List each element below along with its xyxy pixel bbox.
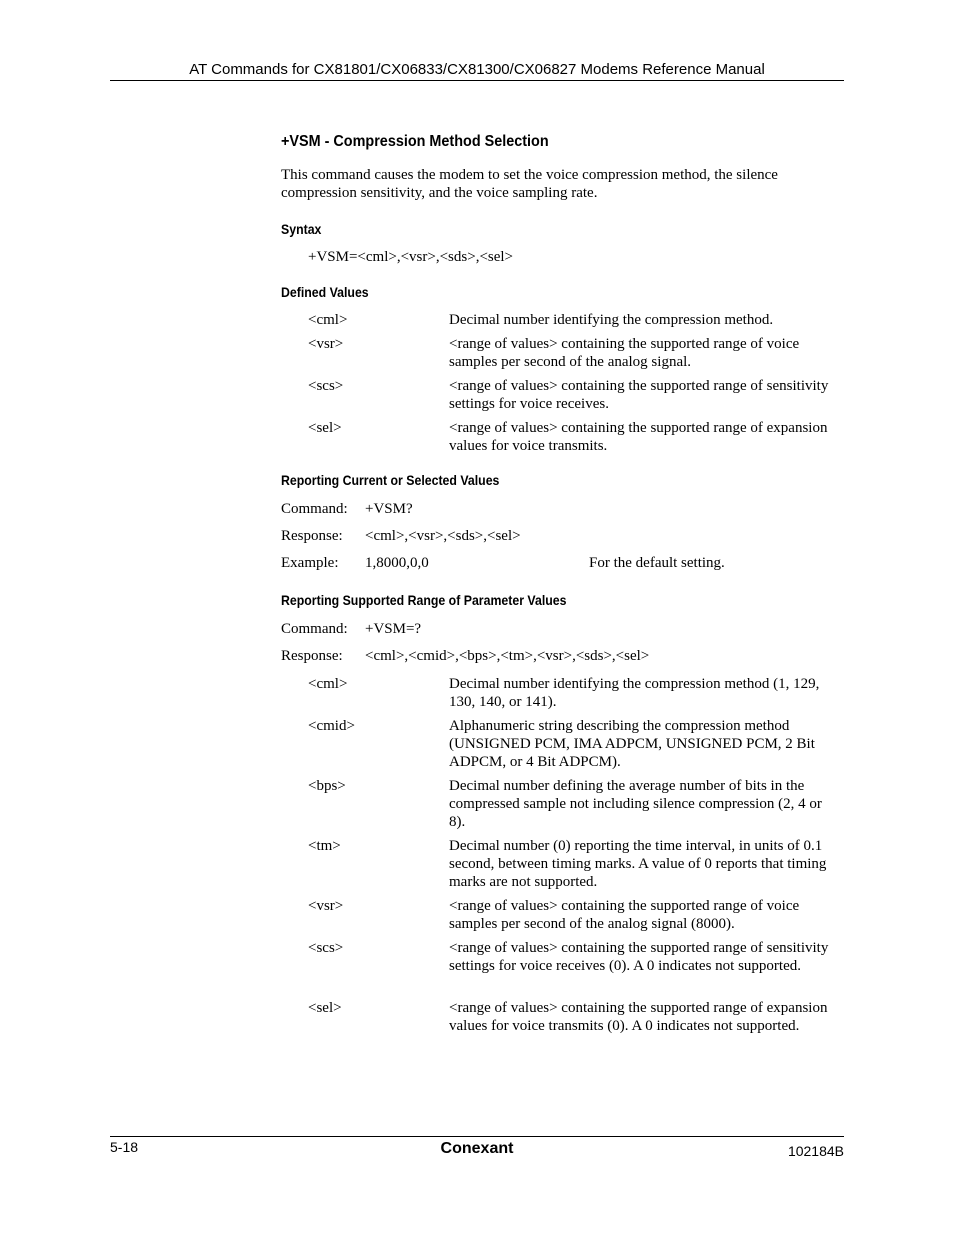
supported-desc: <range of values> containing the supported range of sensitivity settings for voice receives (0). A 0 indicates not supported.	[449, 940, 829, 974]
defined-param: <sel>	[308, 420, 342, 436]
supported-param: <tm>	[308, 838, 341, 854]
supported-param: <cml>	[308, 676, 348, 692]
supported-desc: Alphanumeric string describing the compression method (UNSIGNED PCM, IMA ADPCM, UNSIGNED PCM, 2 Bit ADPCM, or 4 Bit ADPCM).	[449, 718, 815, 770]
section-title: +VSM - Compression Method Selection	[281, 133, 549, 150]
example-label: Example:	[281, 555, 339, 571]
defined-desc: Decimal number identifying the compression method.	[449, 312, 774, 328]
response-label: Response:	[281, 528, 343, 544]
response-value: <cml>,<vsr>,<sds>,<sel>	[365, 528, 521, 544]
footer-rule	[110, 1136, 844, 1137]
response-label: Response:	[281, 648, 343, 664]
supported-desc: <range of values> containing the supported range of voice samples per second of the analog signal (8000).	[449, 898, 800, 932]
defined-desc: <range of values> containing the supported range of voice samples per second of the analog signal.	[449, 336, 800, 370]
response-value: <cml>,<cmid>,<bps>,<tm>,<vsr>,<sds>,<sel>	[365, 648, 650, 664]
section-intro: This command causes the modem to set the voice compression method, the silence compression sensitivity, and the voice sampling rate.	[281, 167, 778, 201]
running-header: AT Commands for CX81801/CX06833/CX81300/CX06827 Modems Reference Manual	[189, 61, 765, 78]
reporting-current-heading: Reporting Current or Selected Values	[281, 472, 500, 488]
defined-param: <vsr>	[308, 336, 344, 352]
supported-desc: Decimal number defining the average number of bits in the compressed sample not including silence compression (2, 4 or 8).	[449, 778, 822, 830]
footer-brand: Conexant	[440, 1140, 514, 1157]
supported-desc: <range of values> containing the supported range of expansion values for voice transmits (0). A 0 indicates not supported.	[449, 1000, 828, 1034]
defined-desc: <range of values> containing the supported range of expansion values for voice transmits.	[449, 420, 828, 454]
supported-param: <sel>	[308, 1000, 342, 1016]
page-number: 5-18	[110, 1139, 139, 1155]
defined-param: <scs>	[308, 378, 344, 394]
defined-values-heading: Defined Values	[281, 284, 369, 300]
command-value: +VSM?	[365, 501, 413, 517]
supported-desc: Decimal number identifying the compression method (1, 129, 130, 140, or 141).	[449, 676, 820, 710]
supported-param: <vsr>	[308, 898, 344, 914]
header-rule	[110, 80, 844, 81]
example-value: 1,8000,0,0	[365, 555, 429, 571]
supported-desc: Decimal number (0) reporting the time interval, in units of 0.1 second, between timing marks. A value of 0 reports that timing marks are not supported.	[449, 838, 827, 890]
document-id: 102184B	[787, 1143, 844, 1159]
defined-param: <cml>	[308, 312, 348, 328]
syntax-text: +VSM=<cml>,<vsr>,<sds>,<sel>	[308, 249, 514, 265]
supported-param: <scs>	[308, 940, 344, 956]
supported-param: <cmid>	[308, 718, 355, 734]
syntax-heading: Syntax	[281, 221, 322, 237]
supported-param: <bps>	[308, 778, 346, 794]
defined-desc: <range of values> containing the supported range of sensitivity settings for voice receives.	[449, 378, 829, 412]
reporting-supported-heading: Reporting Supported Range of Parameter Values	[281, 592, 567, 608]
command-label: Command:	[281, 501, 348, 517]
command-value: +VSM=?	[365, 621, 422, 637]
example-note: For the default setting.	[589, 555, 725, 571]
command-label: Command:	[281, 621, 348, 637]
